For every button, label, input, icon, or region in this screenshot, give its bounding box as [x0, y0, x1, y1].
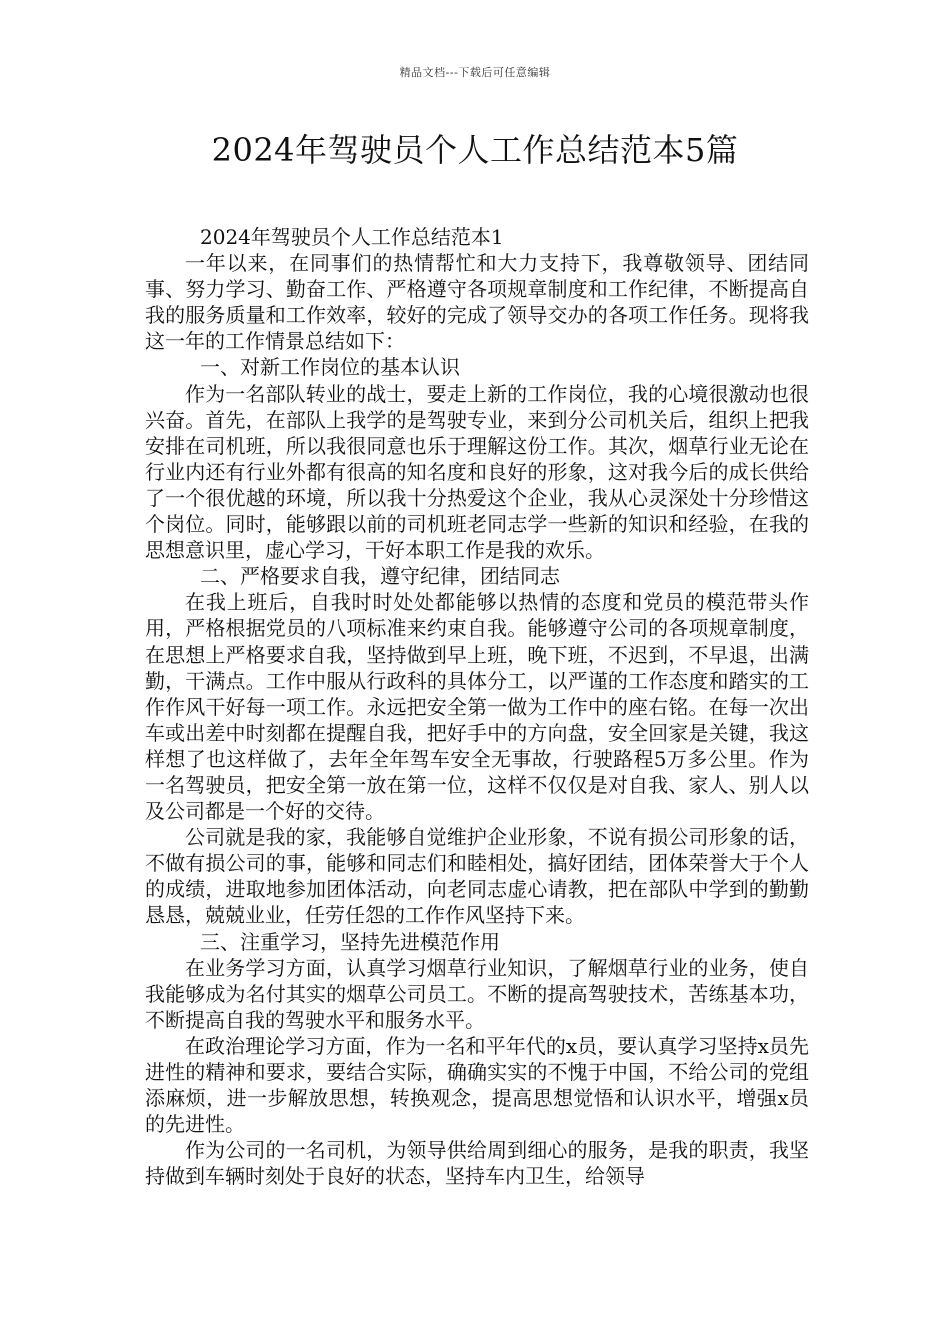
page-header: 精品文档---下载后可任意编辑: [399, 66, 551, 79]
document-body: [145, 224, 809, 1189]
document-title: 2024年驾驶员个人工作总结范本5篇: [211, 131, 739, 169]
paragraph: 公司就是我的家，我能够自觉维护企业形象，不说有损公司形象的话，不做有损公司的事，能够和同志们和睦相处，搞好团结，团体荣誉大于个人的成绩，进取地参加团体活动，向老同志虚心请教，把在部队中学到的勤勤恳恳，兢兢业业，任劳任怨的工作作风坚持下来。: [145, 825, 809, 928]
paragraph: 在业务学习方面，认真学习烟草行业知识，了解烟草行业的业务，使自我能够成为名付其实的烟草公司员工。不断的提高驾驶技术，苦练基本功，不断提高自我的驾驶水平和服务水平。: [145, 955, 809, 1032]
paragraph: 在我上班后，自我时时处处都能够以热情的态度和党员的模范带头作用，严格根据党员的八项标准来约束自我。能够遵守公司的各项规章制度，在思想上严格要求自我，坚持做到早上班，晚下班，不迟到，不早退，出满勤，干满点。工作中服从行政科的具体分工，以严谨的工作态度和踏实的工作作风干好每一项工作。永远把安全第一做为工作中的座右铭。在每一次出车或出差中时刻都在提醒自我，把好手中的方向盘，安全回家是关键，我这样想了也这样做了，去年全年驾车安全无事故，行驶路程5万多公里。作为一名驾驶员，把安全第一放在第一位，这样不仅仅是对自我、家人、别人以及公司都是一个好的交待。: [145, 590, 809, 824]
paragraph: 作为一名部队转业的战士，要走上新的工作岗位，我的心境很激动也很兴奋。首先，在部队上我学的是驾驶专业，来到分公司机关后，组织上把我安排在司机班，所以我很同意也乐于理解这份工作。其次，烟草行业无论在行业内还有行业外都有很高的知名度和良好的形象，这对我今后的成长供给了一个很优越的环境，所以我十分热爱这个企业，我从心灵深处十分珍惜这个岗位。同时，能够跟以前的司机班老同志学一些新的知识和经验，在我的思想意识里，虚心学习，干好本职工作是我的欢乐。: [145, 381, 809, 563]
section-heading: 一、对新工作岗位的基本认识: [200, 355, 460, 380]
paragraph: 作为公司的一名司机，为领导供给周到细心的服务，是我的职责，我坚持做到车辆时刻处于良好的状态，坚持车内卫生，给领导: [145, 1138, 809, 1189]
section-heading: 二、严格要求自我，遵守纪律，团结同志: [200, 564, 560, 589]
paragraph: 一年以来，在同事们的热情帮忙和大力支持下，我尊敬领导、团结同事、努力学习、勤奋工作、严格遵守各项规章制度和工作纪律，不断提高自我的服务质量和工作效率，较好的完成了领导交办的各项工作任务。现将我这一年的工作情景总结如下：: [145, 251, 809, 354]
paragraph: 在政治理论学习方面，作为一名和平年代的x员，要认真学习坚持x员先进性的精神和要求，要结合实际，确确实实的不愧于中国，不给公司的党组添麻烦，进一步解放思想，转换观念，提高思想觉悟和认识水平，增强x员的先进性。: [145, 1033, 809, 1137]
section-heading: 三、注重学习，坚持先进模范作用: [200, 929, 500, 954]
section-subtitle: 2024年驾驶员个人工作总结范本1: [200, 225, 504, 249]
